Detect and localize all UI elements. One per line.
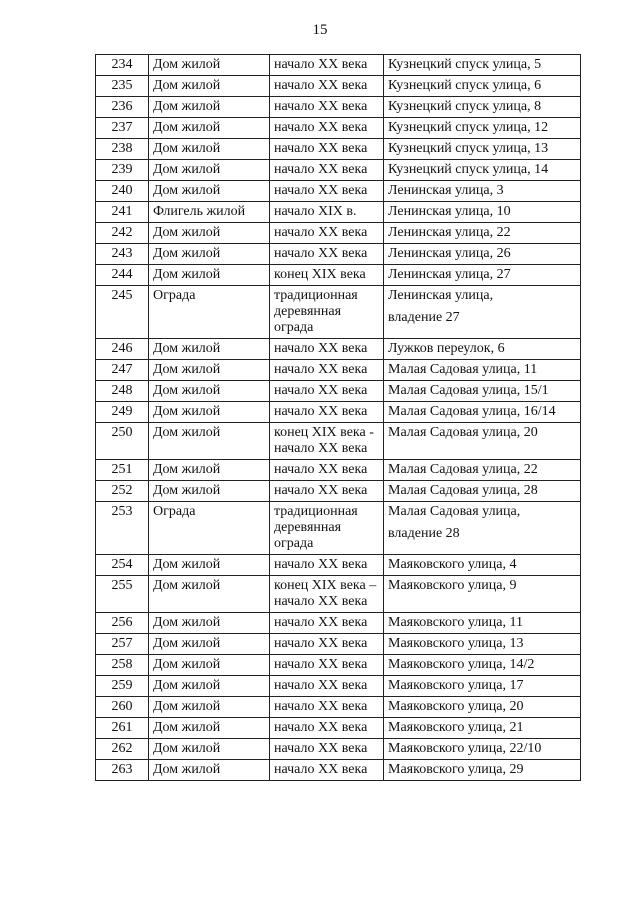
table-row xyxy=(96,118,581,139)
object-number-cell: 236 xyxy=(96,97,149,118)
table-row xyxy=(96,181,581,202)
object-number-cell: 251 xyxy=(96,460,149,481)
object-type-cell: Флигель жилой xyxy=(149,202,270,223)
table-row xyxy=(96,423,581,460)
object-address-cell xyxy=(384,244,581,265)
object-address-cell xyxy=(384,202,581,223)
object-type-cell: Дом жилой xyxy=(149,181,270,202)
table-row xyxy=(96,613,581,634)
object-number-cell: 250 xyxy=(96,423,149,460)
address-line: Малая Садовая улица, xyxy=(388,504,521,519)
object-type-cell: Дом жилой xyxy=(149,265,270,286)
address-line: Кузнецкий спуск улица, 14 xyxy=(388,162,549,177)
address-line: Кузнецкий спуск улица, 13 xyxy=(388,141,549,156)
page-number: 15 xyxy=(312,22,328,38)
object-address-cell xyxy=(384,402,581,423)
object-address-cell xyxy=(384,613,581,634)
table-row xyxy=(96,760,581,781)
table-row xyxy=(96,739,581,760)
address-line: Малая Садовая улица, 22 xyxy=(388,462,538,477)
object-address-cell xyxy=(384,381,581,402)
object-address-cell xyxy=(384,460,581,481)
address-line: владение 28 xyxy=(388,526,460,541)
address-line: Ленинская улица, xyxy=(388,288,494,303)
object-number-cell: 254 xyxy=(96,555,149,576)
object-date-cell: традиционная деревянная ограда xyxy=(270,502,384,555)
object-address-cell xyxy=(384,676,581,697)
object-address-cell xyxy=(384,481,581,502)
object-type-cell: Дом жилой xyxy=(149,402,270,423)
object-number-cell: 255 xyxy=(96,576,149,613)
object-type-cell: Дом жилой xyxy=(149,423,270,460)
table-row xyxy=(96,265,581,286)
object-number-cell: 244 xyxy=(96,265,149,286)
table-row xyxy=(96,76,581,97)
address-line: Маяковского улица, 4 xyxy=(388,557,517,572)
table-row xyxy=(96,97,581,118)
table-row xyxy=(96,339,581,360)
object-date-cell: начало XX века xyxy=(270,760,384,781)
table-row xyxy=(96,139,581,160)
object-number-cell: 260 xyxy=(96,697,149,718)
object-number-cell: 240 xyxy=(96,181,149,202)
object-type-cell: Дом жилой xyxy=(149,739,270,760)
object-date-cell: конец XIX века xyxy=(270,265,384,286)
object-type-cell: Дом жилой xyxy=(149,55,270,76)
object-address-cell xyxy=(384,423,581,460)
object-date-cell: начало XX века xyxy=(270,381,384,402)
object-date-cell: начало XX века xyxy=(270,339,384,360)
object-type-cell: Дом жилой xyxy=(149,676,270,697)
object-address-cell xyxy=(384,502,581,555)
object-date-cell: начало XX века xyxy=(270,402,384,423)
object-date-cell: начало XX века xyxy=(270,55,384,76)
object-address-cell xyxy=(384,697,581,718)
object-number-cell: 247 xyxy=(96,360,149,381)
address-line: Маяковского улица, 20 xyxy=(388,699,524,714)
table-row xyxy=(96,634,581,655)
object-type-cell: Дом жилой xyxy=(149,460,270,481)
object-number-cell: 234 xyxy=(96,55,149,76)
table-row xyxy=(96,360,581,381)
address-line: Малая Садовая улица, 11 xyxy=(388,362,538,377)
object-type-cell: Дом жилой xyxy=(149,360,270,381)
object-type-cell: Ограда xyxy=(149,286,270,339)
table-row xyxy=(96,160,581,181)
object-date-cell: начало XX века xyxy=(270,697,384,718)
address-line: Маяковского улица, 13 xyxy=(388,636,524,651)
table-row xyxy=(96,655,581,676)
object-date-cell: начало XX века xyxy=(270,139,384,160)
object-number-cell: 259 xyxy=(96,676,149,697)
object-date-cell: начало XX века xyxy=(270,655,384,676)
address-line: Маяковского улица, 29 xyxy=(388,762,524,777)
object-address-cell xyxy=(384,139,581,160)
address-line: Кузнецкий спуск улица, 12 xyxy=(388,120,549,135)
address-line: Маяковского улица, 11 xyxy=(388,615,523,630)
object-number-cell: 263 xyxy=(96,760,149,781)
address-line: Маяковского улица, 9 xyxy=(388,578,517,593)
table-row xyxy=(96,555,581,576)
object-type-cell: Дом жилой xyxy=(149,555,270,576)
object-type-cell: Дом жилой xyxy=(149,481,270,502)
object-type-cell: Дом жилой xyxy=(149,97,270,118)
heritage-registry-table xyxy=(95,54,581,781)
object-date-cell: начало XX века xyxy=(270,118,384,139)
object-number-cell: 242 xyxy=(96,223,149,244)
object-date-cell: начало XX века xyxy=(270,244,384,265)
table-row xyxy=(96,55,581,76)
address-line: Кузнецкий спуск улица, 5 xyxy=(388,57,542,72)
object-type-cell: Дом жилой xyxy=(149,223,270,244)
table-row xyxy=(96,402,581,423)
object-type-cell: Дом жилой xyxy=(149,697,270,718)
address-line: Малая Садовая улица, 28 xyxy=(388,483,538,498)
object-date-cell: начало XX века xyxy=(270,360,384,381)
object-number-cell: 235 xyxy=(96,76,149,97)
table-row xyxy=(96,697,581,718)
object-address-cell xyxy=(384,718,581,739)
object-date-cell: начало XX века xyxy=(270,97,384,118)
object-address-cell xyxy=(384,181,581,202)
address-line: Ленинская улица, 22 xyxy=(388,225,511,240)
object-date-cell: начало XX века xyxy=(270,634,384,655)
address-line: Малая Садовая улица, 15/1 xyxy=(388,383,549,398)
object-date-cell: начало XX века xyxy=(270,181,384,202)
object-type-cell: Дом жилой xyxy=(149,613,270,634)
object-type-cell: Дом жилой xyxy=(149,381,270,402)
address-line: Маяковского улица, 21 xyxy=(388,720,524,735)
object-date-cell: начало XX века xyxy=(270,460,384,481)
object-address-cell xyxy=(384,55,581,76)
object-address-cell xyxy=(384,360,581,381)
object-address-cell xyxy=(384,739,581,760)
table-row xyxy=(96,676,581,697)
object-address-cell xyxy=(384,655,581,676)
object-address-cell xyxy=(384,265,581,286)
address-line: владение 27 xyxy=(388,310,460,325)
object-date-cell: начало XX века xyxy=(270,481,384,502)
object-address-cell xyxy=(384,76,581,97)
object-number-cell: 246 xyxy=(96,339,149,360)
object-type-cell: Дом жилой xyxy=(149,118,270,139)
object-date-cell: начало XX века xyxy=(270,160,384,181)
object-address-cell xyxy=(384,286,581,339)
object-date-cell: начало XX века xyxy=(270,223,384,244)
object-type-cell: Дом жилой xyxy=(149,634,270,655)
object-date-cell: начало XX века xyxy=(270,555,384,576)
object-type-cell: Дом жилой xyxy=(149,718,270,739)
object-date-cell: конец XIX века - начало XX века xyxy=(270,423,384,460)
table-row xyxy=(96,481,581,502)
address-line: Малая Садовая улица, 16/14 xyxy=(388,404,556,419)
address-line: Маяковского улица, 14/2 xyxy=(388,657,535,672)
object-number-cell: 258 xyxy=(96,655,149,676)
object-number-cell: 257 xyxy=(96,634,149,655)
object-date-cell: начало XX века xyxy=(270,76,384,97)
object-address-cell xyxy=(384,118,581,139)
object-number-cell: 245 xyxy=(96,286,149,339)
object-date-cell: начало XX века xyxy=(270,676,384,697)
object-number-cell: 262 xyxy=(96,739,149,760)
object-address-cell xyxy=(384,576,581,613)
object-type-cell: Дом жилой xyxy=(149,244,270,265)
table-row xyxy=(96,718,581,739)
object-number-cell: 261 xyxy=(96,718,149,739)
object-address-cell xyxy=(384,97,581,118)
object-number-cell: 241 xyxy=(96,202,149,223)
table-row xyxy=(96,244,581,265)
object-address-cell xyxy=(384,223,581,244)
object-date-cell: традиционная деревянная ограда xyxy=(270,286,384,339)
object-type-cell: Дом жилой xyxy=(149,160,270,181)
address-line: Маяковского улица, 22/10 xyxy=(388,741,542,756)
address-line: Ленинская улица, 27 xyxy=(388,267,511,282)
object-number-cell: 249 xyxy=(96,402,149,423)
object-number-cell: 243 xyxy=(96,244,149,265)
table-row xyxy=(96,576,581,613)
object-address-cell xyxy=(384,160,581,181)
registry-table-body xyxy=(96,55,581,781)
object-type-cell: Дом жилой xyxy=(149,655,270,676)
object-type-cell: Дом жилой xyxy=(149,760,270,781)
object-date-cell: начало XX века xyxy=(270,718,384,739)
object-number-cell: 238 xyxy=(96,139,149,160)
object-date-cell: конец XIX века – начало XX века xyxy=(270,576,384,613)
address-line: Ленинская улица, 26 xyxy=(388,246,511,261)
object-number-cell: 237 xyxy=(96,118,149,139)
object-number-cell: 248 xyxy=(96,381,149,402)
table-row xyxy=(96,381,581,402)
object-address-cell xyxy=(384,555,581,576)
object-date-cell: начало XX века xyxy=(270,739,384,760)
object-address-cell xyxy=(384,339,581,360)
object-type-cell: Дом жилой xyxy=(149,576,270,613)
address-line: Лужков переулок, 6 xyxy=(388,341,505,356)
table-row xyxy=(96,502,581,555)
address-line: Ленинская улица, 3 xyxy=(388,183,504,198)
object-type-cell: Ограда xyxy=(149,502,270,555)
address-line: Кузнецкий спуск улица, 6 xyxy=(388,78,542,93)
table-row xyxy=(96,460,581,481)
table-row xyxy=(96,223,581,244)
table-row xyxy=(96,286,581,339)
object-number-cell: 239 xyxy=(96,160,149,181)
object-date-cell: начало XX века xyxy=(270,613,384,634)
table-row xyxy=(96,202,581,223)
object-address-cell xyxy=(384,634,581,655)
object-type-cell: Дом жилой xyxy=(149,76,270,97)
address-line: Маяковского улица, 17 xyxy=(388,678,524,693)
object-date-cell: начало XIX в. xyxy=(270,202,384,223)
object-type-cell: Дом жилой xyxy=(149,139,270,160)
object-type-cell: Дом жилой xyxy=(149,339,270,360)
object-address-cell xyxy=(384,760,581,781)
address-line: Малая Садовая улица, 20 xyxy=(388,425,538,440)
address-line: Кузнецкий спуск улица, 8 xyxy=(388,99,542,114)
object-number-cell: 253 xyxy=(96,502,149,555)
object-number-cell: 256 xyxy=(96,613,149,634)
object-number-cell: 252 xyxy=(96,481,149,502)
address-line: Ленинская улица, 10 xyxy=(388,204,511,219)
